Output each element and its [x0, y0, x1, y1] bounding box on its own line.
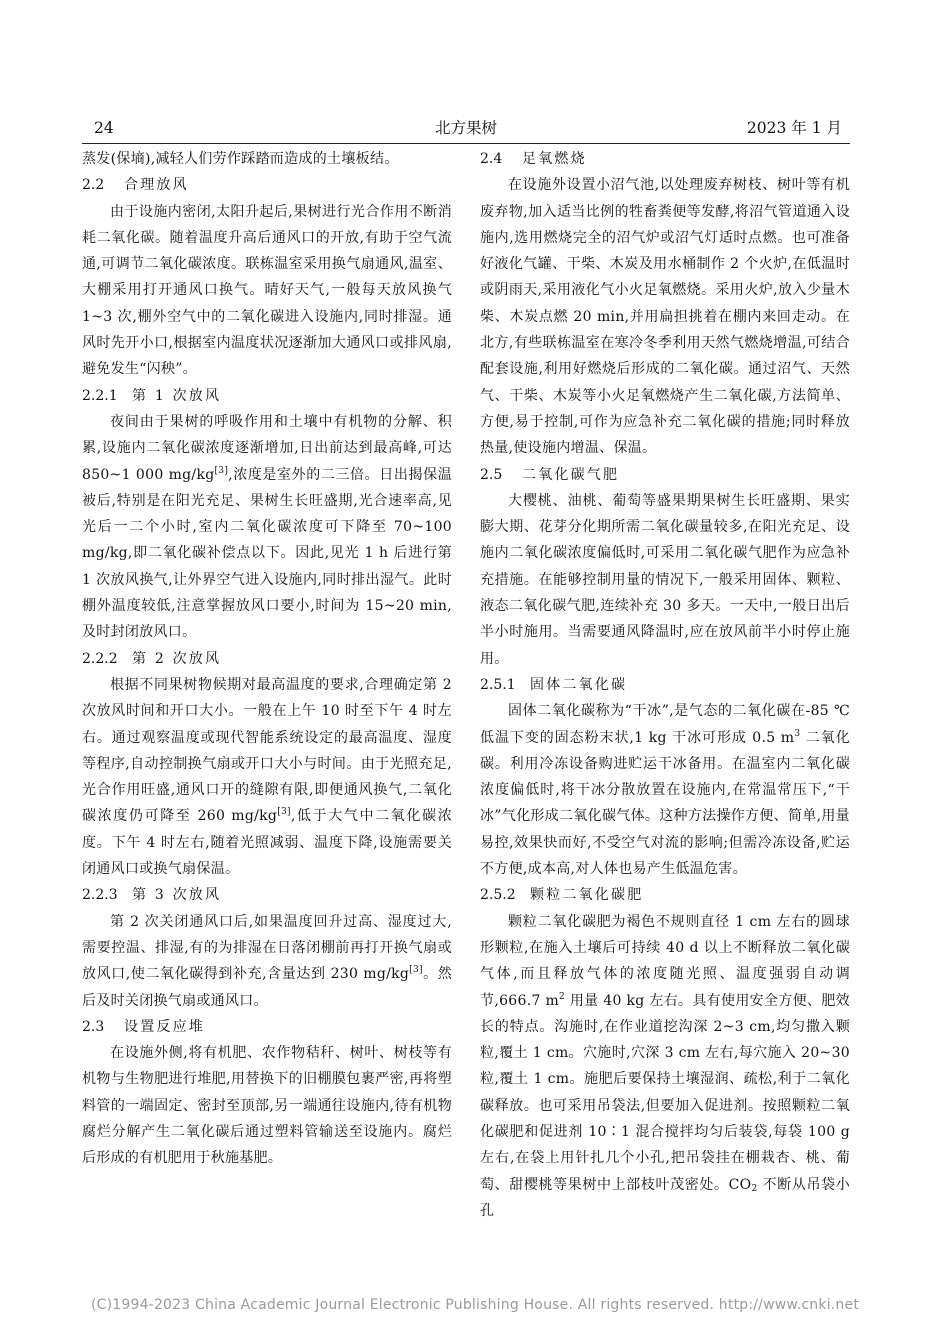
text-run: 固体二氧化碳称为“干冰”,是气态的二氧化碳在-85 ℃低温下变的固态粉末状,1 kg 干冰可形成 0.5 m [480, 703, 850, 746]
copyright-footer: (C)1994-2023 China Academic Journal Electronic Publishing House. All rights reserved. http://www.cnki.net [90, 1297, 860, 1313]
subsection-heading [82, 646, 452, 672]
section-number: 2.4 [480, 151, 503, 167]
citation: [3] [277, 807, 291, 818]
subsection-heading [82, 882, 452, 908]
paragraph: 在设施外设置小沼气池,以处理废弃树枝、树叶等有机废弃物,加入适当比例的牲畜粪便等发酵,将沼气管道通入设施内,选用燃烧完全的沼气炉或沼气灯适时点燃。也可准备好液化气罐、干柴、木炭及用水桶制作 2 个火炉,在低温时或阴雨天,采用液化气小火足氧燃烧。采用火炉,放入少量木柴、木炭点燃 20 min,并用扁担挑着在棚内来回走动。在北方,有些联栋温室在寒冷冬季利用天然气燃烧增温,可结合配套设施,利用好燃烧后形成的二氧化碳。通过沼气、天然气、干柴、木炭等小火足氧燃烧产生二氧化碳,方法简单、方便,易于控制,可作为应急补充二氧化碳的措施;同时释放热量,使设施内增温、保温。 [480, 177, 850, 457]
text-run: 颗粒二氧化碳肥为褐色不规则直径 1 cm 左右的圆球形颗粒,在施入土壤后可持续 40 d 以上不断释放二氧化碳气体,而且释放气体的浓度随光照、温度强弱自动调节,666.7 m [480, 913, 850, 1009]
issue-date: 2023 年 1 月 [746, 119, 842, 137]
section-heading [82, 1014, 452, 1040]
subscript: 2 [751, 1183, 758, 1194]
section-number: 2.5.1 [480, 676, 516, 693]
paragraph: 大樱桃、油桃、葡萄等盛果期果树生长旺盛期、果实膨大期、花芽分化期所需二氧化碳量较多,在阳光充足、设施内二氧化碳浓度偏低时,可采用二氧化碳气肥作为应急补充措施。在能够控制用量的情况下,一般采用固体、颗粒、液态二氧化碳气肥,连续补充 30 多天。一天中,一般日出后半小时施用。当需要通风降温时,应在放风前半小时停止施用。 [480, 492, 850, 667]
left-column [82, 146, 452, 1172]
paragraph: 蒸发(保墒),减轻人们劳作踩踏而造成的土壤板结。 [82, 151, 399, 167]
page-header [82, 114, 850, 142]
text-run: 夜间由于果树的呼吸作用和土壤中有机物的分解、积累,设施内二氧化碳浓度逐渐增加,日出前达到最高峰,可达 850~1 000 mg/kg [82, 413, 452, 483]
text-run: 用量 40 kg 左右。具有使用安全方便、肥效长的特点。沟施时,在作业道挖沟深 2~3 cm,均匀撒入颗粒,覆土 1 cm。穴施时,穴深 3 cm 左右,每穴施入 20~30 粒,覆土 1 cm。施肥后要保持土壤湿润、疏松,利于二氧化碳释放。也可采用吊袋法,但要加入促进剂。按照颗粒二氧化碳肥和促进剂 10∶1 混合搅拌均匀后装袋,每袋 100 g 左右,在袋上用针扎几个小孔,把吊袋挂在棚栽杏、桃、葡萄、甜樱桃等果树中上部枝叶茂密处。CO [480, 992, 850, 1193]
section-title: 设置反应堆 [124, 1018, 205, 1035]
text-run: ,浓度是室外的二三倍。日出揭保温被后,特别是在阳光充足、果树生长旺盛期,光合速率高,见光后一二个小时,室内二氧化碳浓度可下降至 70~100 mg/kg,即二氧化碳补偿点以下。因此,见光 1 h 后进行第 1 次放风换气,让外界空气进入设施内,同时排出湿气。此时棚外温度较低,注意掌握放风口要小,时间为 15~20 min,及时封闭放风口。 [82, 466, 452, 641]
section-title: 二氧化碳气肥 [522, 466, 620, 483]
section-title: 颗粒二氧化碳肥 [530, 887, 644, 904]
section-heading [480, 462, 850, 488]
text-run: 。然后及时关闭换气扇或通风口。 [82, 966, 452, 1009]
section-number: 2.3 [82, 1018, 105, 1035]
section-number: 2.2 [82, 177, 105, 194]
section-title: 第 3 次放风 [132, 887, 222, 904]
page-number: 24 [94, 119, 114, 137]
section-number: 2.5 [480, 466, 503, 483]
paragraph [82, 672, 452, 882]
text-run: 根据不同果树物候期对最高温度的要求,合理确定第 2 次放风时间和开口大小。一般在上午 10 时至下午 4 时左右。通过观察温度或现代智能系统设定的最高温度、湿度等程序,自动控制换气扇或开口大小与时间。由于光照充足,光合作用旺盛,通风口开的缝隙有限,即便通风换气,二氧化碳浓度仍可降至 260 mg/kg [82, 676, 452, 825]
section-title: 第 1 次放风 [132, 387, 222, 404]
section-title: 第 2 次放风 [132, 650, 222, 667]
section-number: 2.2.3 [82, 887, 118, 904]
superscript: 2 [559, 991, 566, 1002]
section-title: 合理放风 [124, 177, 189, 194]
header-rule [82, 143, 850, 144]
paragraph [82, 409, 452, 646]
paragraph: 在设施外侧,将有机肥、农作物秸秆、树叶、树枝等有机物与生物肥进行堆肥,用替换下的旧棚膜包裹严密,再将塑料管的一端固定、密封至顶部,另一端通往设施内,待有机物腐烂分解产生二氧化碳后通过塑料管输送至设施内。腐烂后形成的有机肥用于秋施基肥。 [82, 1045, 452, 1167]
paragraph [480, 909, 850, 1225]
superscript: 3 [794, 728, 801, 739]
citation: [3] [214, 465, 229, 476]
journal-title: 北方果树 [434, 119, 497, 137]
paragraph [480, 698, 850, 882]
subsection-heading [480, 672, 850, 698]
text-run: 第 2 次关闭通风口后,如果温度回升过高、湿度过大,需要控温、排湿,有的为排湿在日落闭棚前再打开换气扇或放风口,使二氧化碳得到补充,含量达到 230 mg/kg [82, 913, 452, 983]
section-number: 2.2.2 [82, 650, 118, 667]
paragraph: 由于设施内密闭,太阳升起后,果树进行光合作用不断消耗二氧化碳。随着温度升高后通风口的开放,有助于空气流通,可调节二氧化碳浓度。联栋温室采用换气扇通风,温室、大棚采用打开通风口换气。晴好天气,一般每天放风换气 1~3 次,棚外空气中的二氧化碳进入设施内,同时排湿。通风时先开小口,根据室内温度状况逐渐加大通风口或排风扇,避免发生“闪秧”。 [82, 203, 452, 378]
text-run: 二氧化碳。利用冷冻设备购进贮运干冰备用。在温室内二氧化碳浓度偏低时,将干冰分散放置在设施内,在常温常压下,“干冰”气化形成二氧化碳气体。这种方法操作方便、简单,用量易控,效果快而好,不受空气对流的影响;但需冷冻设备,贮运不方便,成本高,对人体也易产生低温危害。 [480, 729, 850, 878]
section-heading [82, 172, 452, 198]
section-number: 2.5.2 [480, 887, 516, 904]
section-number: 2.2.1 [82, 387, 118, 404]
right-column [480, 146, 850, 1224]
subsection-heading [82, 383, 452, 409]
text-run: ,低于大气中二氧化碳浓度。下午 4 时左右,随着光照减弱、温度下降,设施需要关闭通风口或换气扇保温。 [82, 808, 452, 878]
section-title: 固体二氧化碳 [530, 676, 628, 693]
paragraph [82, 909, 452, 1014]
citation: [3] [409, 965, 423, 976]
section-heading [480, 146, 850, 172]
subsection-heading [480, 882, 850, 908]
text-run: 不断从吊袋小孔 [480, 1176, 850, 1219]
section-title: 足氧燃烧 [522, 151, 587, 167]
